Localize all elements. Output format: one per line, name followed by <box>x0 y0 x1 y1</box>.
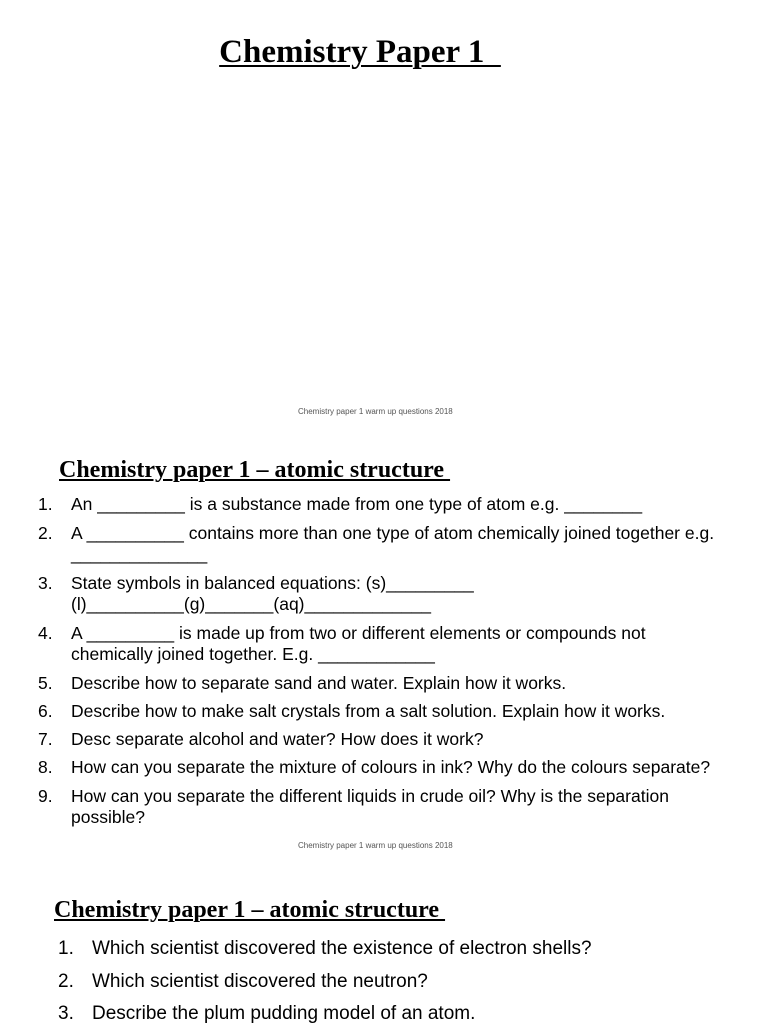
question-item <box>58 970 748 993</box>
question-number: 2. <box>58 970 74 992</box>
question-number: 7. <box>38 729 53 749</box>
question-item <box>58 937 748 960</box>
question-item <box>38 494 728 515</box>
question-text: Describe how to make salt crystals from a salt solution. Explain how it works. <box>71 701 666 721</box>
question-number: 3. <box>58 1003 74 1024</box>
question-item <box>38 623 728 665</box>
question-item <box>38 573 728 615</box>
question-number: 1. <box>58 938 74 959</box>
question-text: How can you separate the different liquids in crude oil? Why is the separation possible? <box>71 786 669 827</box>
question-text: Describe how to separate sand and water. Explain how it works. <box>71 673 567 693</box>
question-number: 5. <box>38 673 53 693</box>
question-text: Which scientist discovered the existence of electron shells? <box>92 938 592 959</box>
question-text: Which scientist discovered the neutron? <box>92 970 428 992</box>
question-item <box>38 701 728 722</box>
question-number: 1. <box>38 494 53 514</box>
question-number: 4. <box>38 623 53 643</box>
slide-title-page <box>0 0 768 430</box>
question-text: A __________ contains more than one type of atom chemically joined together e.g. ______________ <box>71 523 715 564</box>
slide-footer: Chemistry paper 1 warm up questions 2018 <box>298 841 453 850</box>
section-title: Chemistry paper 1 – atomic structure <box>59 457 451 483</box>
question-number: 6. <box>38 701 53 721</box>
question-text: How can you separate the mixture of colours in ink? Why do the colours separate? <box>71 757 711 777</box>
question-item <box>58 1002 748 1025</box>
section-title: Chemistry paper 1 – atomic structure <box>54 897 446 923</box>
question-text: State symbols in balanced equations: (s)_________ (l)__________(g)_______(aq)_____________ <box>71 573 474 614</box>
question-number: 2. <box>38 523 53 543</box>
page-title: Chemistry Paper 1 <box>219 34 501 70</box>
question-item <box>38 786 728 828</box>
question-text: Describe the plum pudding model of an atom. <box>92 1003 476 1024</box>
question-list <box>38 494 728 836</box>
question-text: An _________ is a substance made from one type of atom e.g. ________ <box>71 494 643 514</box>
question-number: 9. <box>38 786 53 806</box>
question-item <box>38 757 728 778</box>
question-number: 3. <box>38 573 53 593</box>
question-number: 8. <box>38 757 53 777</box>
slide-footer: Chemistry paper 1 warm up questions 2018 <box>298 407 453 416</box>
question-item <box>38 729 728 750</box>
question-text: A _________ is made up from two or different elements or compounds not chemically joined together. E.g. ____________ <box>71 623 646 664</box>
question-item <box>38 523 728 565</box>
question-item <box>38 673 728 694</box>
question-text: Desc separate alcohol and water? How does it work? <box>71 729 484 749</box>
question-list <box>58 937 748 1035</box>
